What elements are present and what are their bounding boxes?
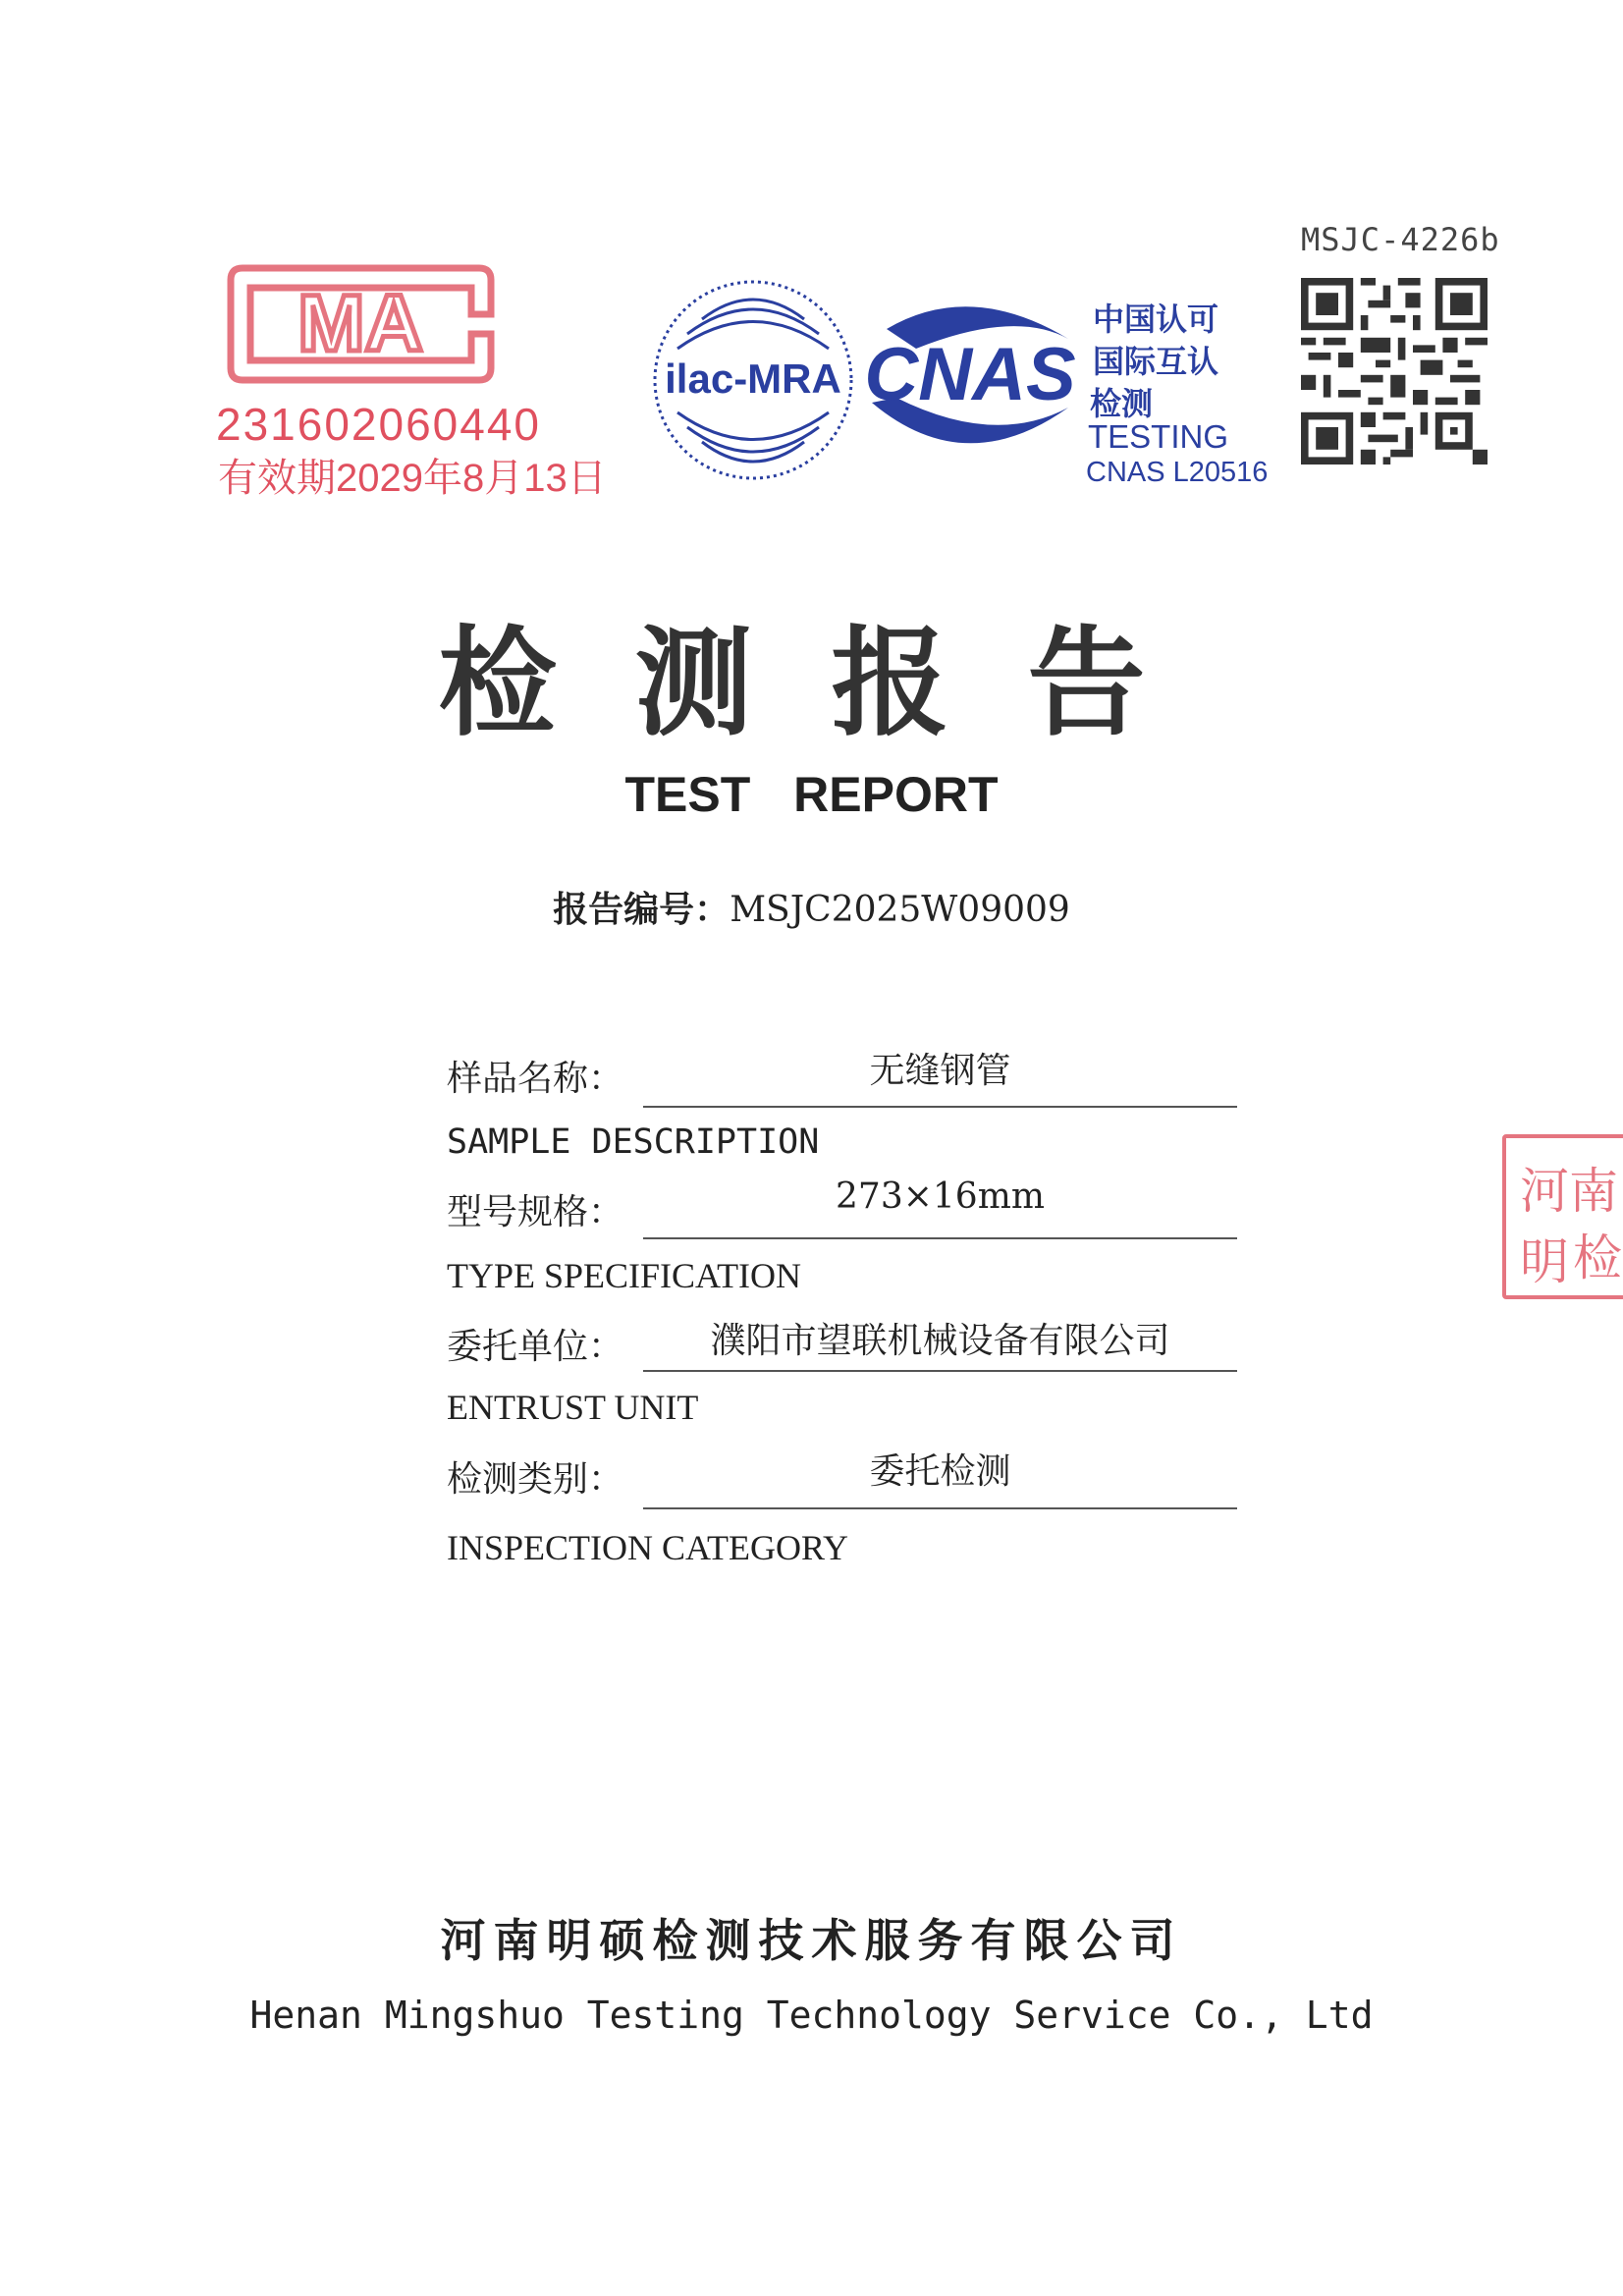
- cnas-line-3: 检测: [1090, 386, 1154, 421]
- ma-certificate-code: 231602060440: [216, 399, 541, 450]
- cnas-logo: [857, 290, 1083, 462]
- entrust-unit-label: 委托单位：: [447, 1327, 624, 1367]
- entrust-unit-value: 濮阳市望联机械设备有限公司: [710, 1321, 1170, 1361]
- cnas-line-1: 中国认可: [1093, 301, 1219, 337]
- type-spec-label: 型号规格：: [447, 1192, 624, 1232]
- company-seal-partial: [1502, 1134, 1623, 1299]
- report-number: [0, 882, 1623, 932]
- report-number-label: 报告编号：: [553, 890, 730, 930]
- report-title-en: TEST REPORT: [624, 767, 999, 822]
- ma-validity-date: 有效期2029年8月13日: [218, 457, 607, 500]
- svg-text:ilac-MRA: ilac-MRA: [665, 355, 841, 402]
- ma-stamp-logo: [221, 260, 501, 388]
- sample-name-value: 无缝钢管: [869, 1051, 1011, 1091]
- seal-text-line-2: 检: [1573, 1230, 1622, 1286]
- inspection-category-value: 委托检测: [869, 1451, 1011, 1492]
- cnas-line-2: 国际互认: [1093, 344, 1219, 379]
- type-spec-label-en: TYPE SPECIFICATION: [447, 1256, 802, 1295]
- seal-text-line-1: 河南明: [1520, 1163, 1618, 1290]
- cnas-line-5: CNAS L20516: [1086, 457, 1269, 488]
- type-spec-value: 273×16mm: [836, 1176, 1045, 1217]
- sample-name-underline: [643, 1106, 1237, 1108]
- svg-text:CNAS: CNAS: [864, 333, 1076, 416]
- svg-text:MA: MA: [298, 279, 423, 368]
- report-title-cn: 检测报告: [438, 614, 1224, 752]
- type-spec-underline: [643, 1237, 1237, 1239]
- document-code: MSJC-4226b: [1301, 221, 1500, 258]
- ilac-mra-logo: [648, 275, 859, 486]
- report-number-value: MSJC2025W09009: [730, 890, 1070, 930]
- sample-name-label: 样品名称：: [447, 1059, 624, 1099]
- inspection-category-label: 检测类别：: [447, 1459, 624, 1500]
- company-name-en: Henan Mingshuo Testing Technology Service Co., Ltd: [249, 1994, 1374, 2037]
- qr-code-icon: [1301, 278, 1488, 465]
- sample-name-label-en: SAMPLE DESCRIPTION: [447, 1122, 820, 1162]
- entrust-unit-label-en: ENTRUST UNIT: [447, 1388, 699, 1427]
- entrust-unit-underline: [643, 1370, 1237, 1372]
- inspection-category-label-en: INSPECTION CATEGORY: [447, 1528, 849, 1567]
- inspection-category-underline: [643, 1507, 1237, 1509]
- cnas-line-4: TESTING: [1088, 418, 1229, 455]
- company-name-cn: 河南明硕检测技术服务有限公司: [440, 1914, 1183, 1967]
